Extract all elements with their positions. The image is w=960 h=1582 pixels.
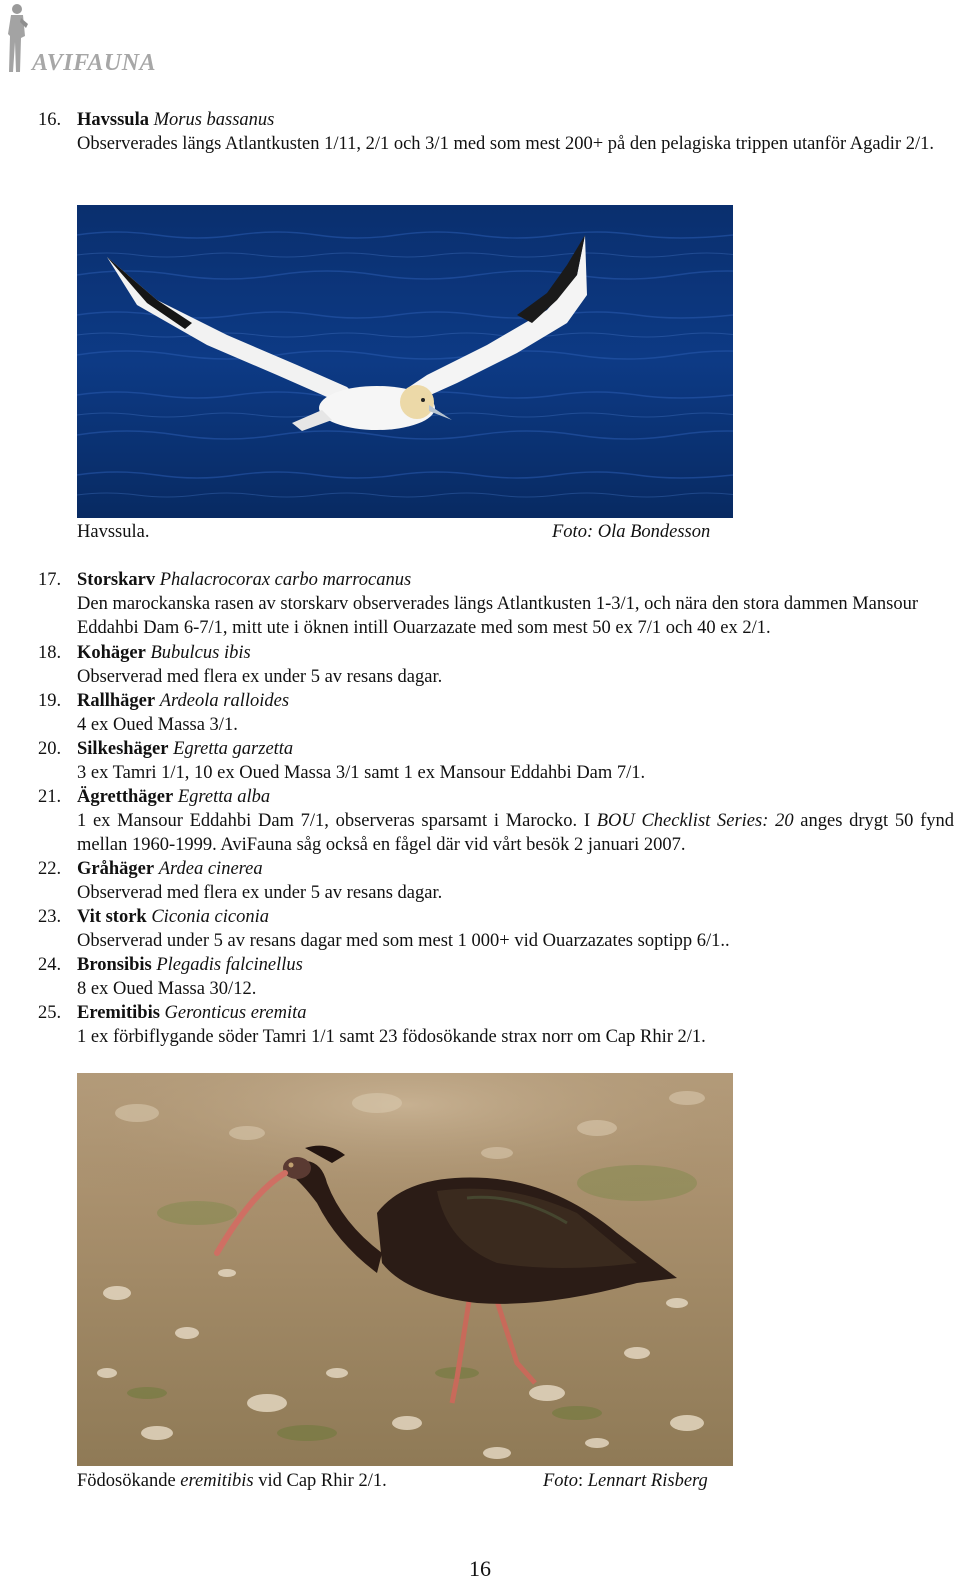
- photo1-credit: Foto: Ola Bondesson: [552, 522, 711, 542]
- species-name: Eremitibis: [77, 1003, 160, 1023]
- credit-separator: :: [577, 1471, 588, 1491]
- species-text: Observerad under 5 av resans dagar med som mest 1 000+ vid Ouarzazates soptipp 6/1..: [77, 931, 730, 951]
- entry-number: 22.: [38, 859, 62, 879]
- logo-wordmark: AVIFAUNA: [32, 50, 157, 76]
- species-latin: Egretta alba: [177, 787, 271, 807]
- gannet-image: [77, 205, 733, 518]
- caption-part: Födosökande: [77, 1471, 181, 1491]
- entry-number: 18.: [38, 643, 62, 663]
- species-name: Storskarv: [77, 570, 156, 590]
- species-text: [77, 809, 954, 857]
- entry-number: 21.: [38, 787, 62, 807]
- species-latin: Geronticus eremita: [164, 1003, 307, 1023]
- species-name: Bronsibis: [77, 955, 152, 975]
- species-text: Den marockanska rasen av storskarv observerades längs Atlantkusten 1-3/1, och nära den stora dammen Mansour Eddahbi Dam 6-7/1, mitt ute i öknen intill Ouarzazate med som mest 50 ex 7/1 och 40 ex 2/1.: [77, 594, 918, 638]
- species-text: Observerad med flera ex under 5 av resans dagar.: [77, 667, 443, 687]
- bald-ibis-photo: [77, 1073, 733, 1466]
- caption-species: eremitibis: [180, 1471, 254, 1491]
- species-latin: Egretta garzetta: [173, 739, 294, 759]
- entry-number: 24.: [38, 955, 62, 975]
- avifauna-logo: [4, 2, 184, 78]
- species-name: Kohäger: [77, 643, 146, 663]
- entry-number: 23.: [38, 907, 62, 927]
- species-name: Rallhäger: [77, 691, 156, 711]
- species-latin: Ardeola ralloides: [159, 691, 290, 711]
- species-text-part: anges drygt 50 fynd mellan 1960-1999. AviFauna såg också en fågel där vid vårt besök 2 januari 2007.: [77, 811, 954, 855]
- species-text: 4 ex Oued Massa 3/1.: [77, 715, 238, 735]
- photo2-credit: [543, 1469, 708, 1493]
- bald-ibis-image: [77, 1073, 733, 1466]
- gannet-photo: [77, 205, 733, 518]
- birdwatcher-silhouette-icon: [4, 2, 30, 74]
- species-latin: Ciconia ciconia: [151, 907, 270, 927]
- entry-number: 25.: [38, 1003, 62, 1023]
- species-latin: Phalacrocorax carbo marrocanus: [159, 570, 412, 590]
- entry-number: 16.: [38, 110, 62, 130]
- photo2-caption: [77, 1469, 387, 1493]
- species-name: Vit stork: [77, 907, 147, 927]
- reference-title: BOU Checklist Series: 20: [596, 811, 794, 831]
- credit-label: Foto: [543, 1471, 578, 1491]
- species-latin: Ardea cinerea: [158, 859, 263, 879]
- species-text-part: 1 ex Mansour Eddahbi Dam 7/1, observeras sparsamt i Marocko. I: [77, 811, 597, 831]
- entry-number: 20.: [38, 739, 62, 759]
- species-name: Silkeshäger: [77, 739, 169, 759]
- species-latin: Bubulcus ibis: [150, 643, 251, 663]
- species-name: Gråhäger: [77, 859, 155, 879]
- credit-name: Lennart Risberg: [587, 1471, 708, 1491]
- entry-number: 19.: [38, 691, 62, 711]
- species-text: Observerad med flera ex under 5 av resans dagar.: [77, 883, 443, 903]
- species-text: 3 ex Tamri 1/1, 10 ex Oued Massa 3/1 samt 1 ex Mansour Eddahbi Dam 7/1.: [77, 763, 646, 783]
- species-latin: Morus bassanus: [153, 110, 275, 130]
- entry-number: 17.: [38, 570, 62, 590]
- species-text: Observerades längs Atlantkusten 1/11, 2/1 och 3/1 med som mest 200+ på den pelagiska trippen utanför Agadir 2/1.: [77, 134, 934, 154]
- species-latin: Plegadis falcinellus: [156, 955, 303, 975]
- species-text: 8 ex Oued Massa 30/12.: [77, 979, 257, 999]
- page-number: 16: [469, 1556, 491, 1581]
- caption-part: vid Cap Rhir 2/1.: [253, 1471, 387, 1491]
- species-name: Havssula: [77, 110, 149, 130]
- species-name: Ägretthäger: [77, 787, 174, 807]
- photo1-caption: Havssula.: [77, 522, 150, 542]
- species-text: 1 ex förbiflygande söder Tamri 1/1 samt 23 födosökande strax norr om Cap Rhir 2/1.: [77, 1027, 706, 1047]
